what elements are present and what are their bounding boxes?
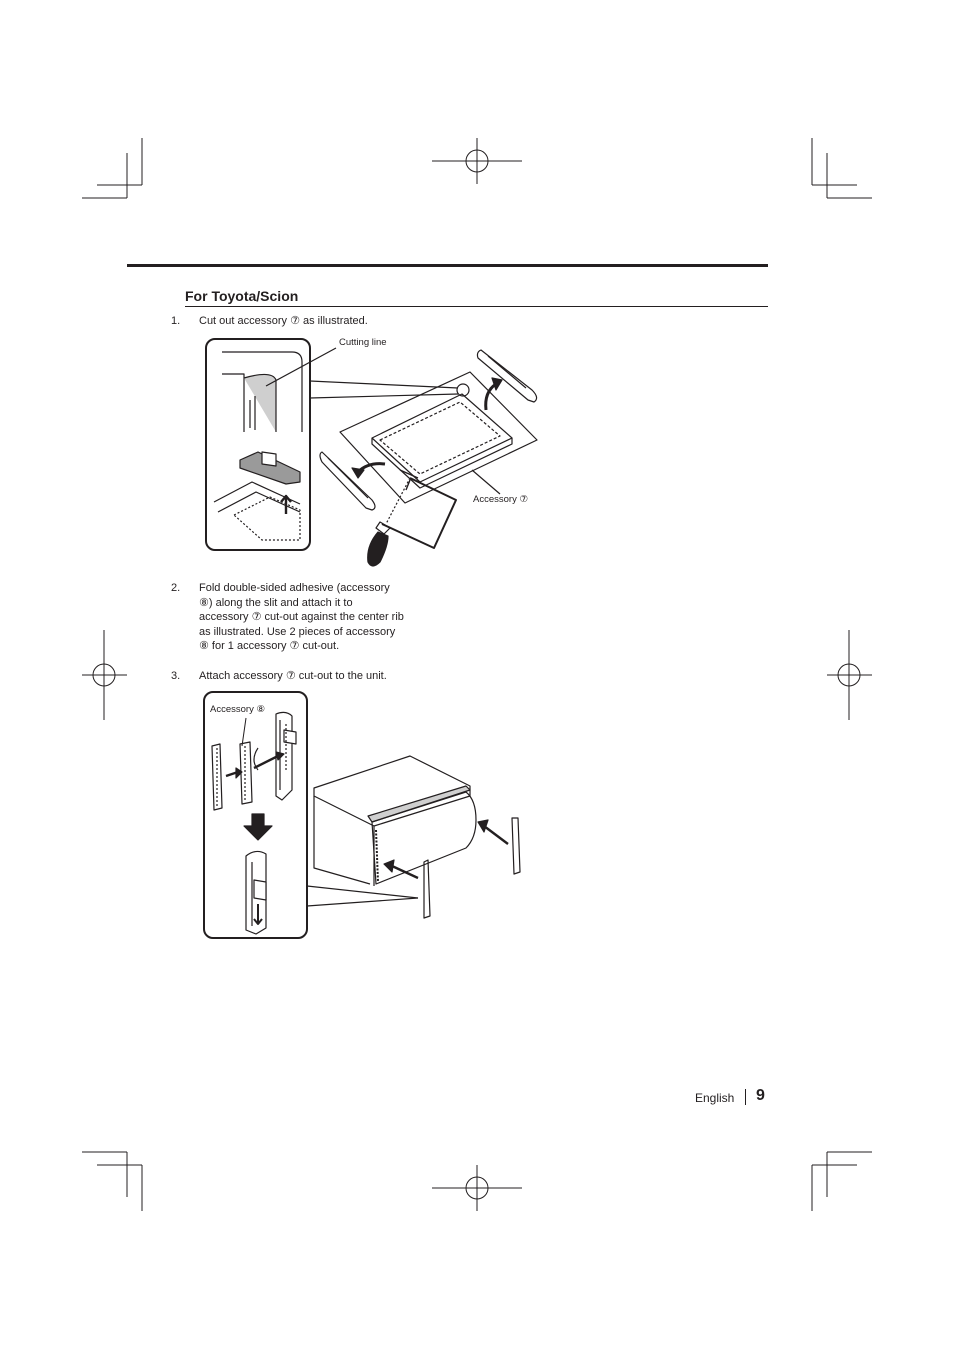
step-number: 3. — [171, 670, 181, 682]
step-text: Fold double-sided adhesive (accessory ⑧) along the slit and attach it to accessory ⑦ cut-out against the center rib as illustrated. Use 2 pieces of accessory ⑧ for 1 accessory ⑦ cut-out. — [199, 582, 404, 652]
step-text: Cut out accessory ⑦ as illustrated. — [199, 315, 368, 327]
accessory-7-label: Accessory ⑦ — [473, 494, 528, 505]
section-title: For Toyota/Scion — [185, 288, 299, 304]
step-number: 2. — [171, 582, 181, 594]
cutting-line-label: Cutting line — [339, 337, 387, 348]
step-text: Attach accessory ⑦ cut-out to the unit. — [199, 670, 387, 682]
footer-separator — [745, 1089, 746, 1105]
accessory-8-label: Accessory ⑧ — [210, 704, 265, 715]
step-number: 1. — [171, 315, 181, 327]
footer-language: English — [695, 1091, 735, 1105]
page-number: 9 — [756, 1087, 765, 1104]
